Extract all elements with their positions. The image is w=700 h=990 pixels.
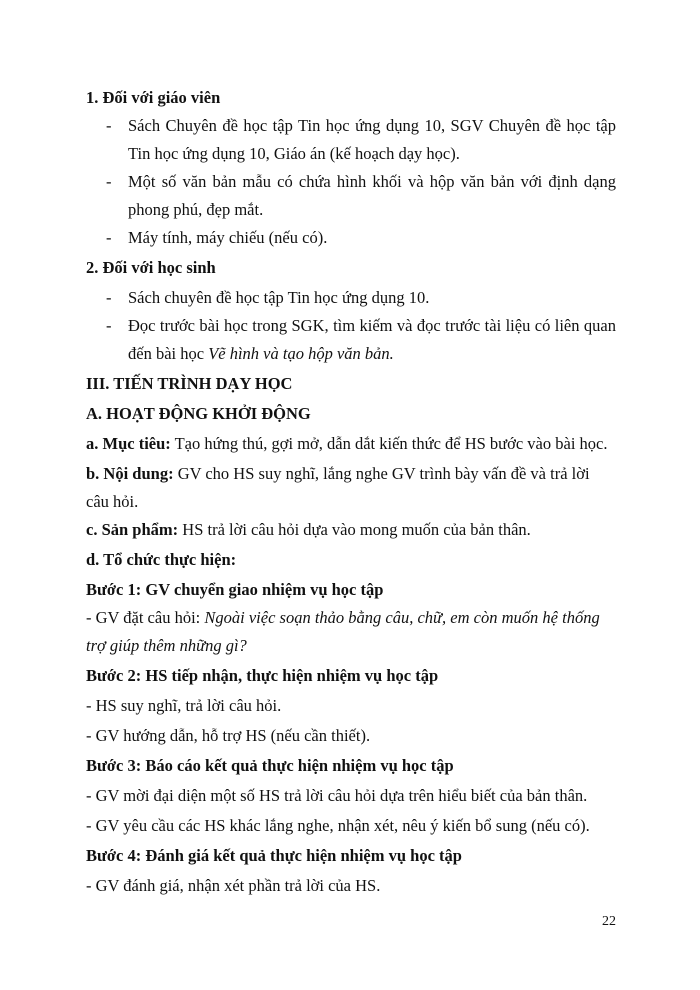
content-line [86, 460, 616, 516]
step2-title: Bước 2: HS tiếp nhận, thực hiện nhiệm vụ học tập [86, 666, 439, 685]
step3-line: - GV yêu cầu các HS khác lắng nghe, nhận xét, nêu ý kiến bổ sung (nếu có). [86, 816, 590, 835]
student-heading: 2. Đối với học sinh [86, 258, 216, 277]
organize-heading: d. Tổ chức thực hiện: [86, 550, 237, 569]
step1-title: Bước 1: GV chuyển giao nhiệm vụ học tập [86, 580, 384, 599]
teacher-item-text: Sách Chuyên đề học tập Tin học ứng dụng 10, SGV Chuyên đề học tập Tin học ứng dụng 10, Giáo án (kế hoạch dạy học). [128, 116, 616, 163]
product-text: HS trả lời câu hỏi dựa vào mong muốn của bản thân. [178, 520, 531, 539]
teacher-item-2 [106, 168, 616, 224]
step1-question: Ngoài việc soạn thảo bằng câu, chữ, em còn muốn hệ thống trợ giúp thêm những gì? [86, 608, 600, 655]
teacher-heading: 1. Đối với giáo viên [86, 88, 221, 107]
bullet-dash: - [106, 172, 112, 191]
step1-line [86, 604, 616, 660]
content-text: GV cho HS suy nghĩ, lắng nghe GV trình bày vấn đề và trả lời câu hỏi. [86, 464, 590, 511]
bullet-dash: - [106, 288, 112, 307]
bullet-dash: - [106, 228, 112, 247]
student-item-2 [106, 312, 616, 368]
step2-line: - HS suy nghĩ, trả lời câu hỏi. [86, 696, 282, 715]
section-heading: III. TIẾN TRÌNH DẠY HỌC [86, 374, 293, 393]
student-item-text [128, 312, 616, 368]
student-item-text: Sách chuyên đề học tập Tin học ứng dụng 10. [128, 288, 430, 307]
teacher-item-3 [106, 224, 616, 252]
objective-label: a. Mục tiêu: [86, 434, 171, 453]
student-item-2-prefix: Đọc trước bài học trong SGK, tìm kiếm và đọc trước tài liệu có liên quan đến bài học [128, 316, 616, 363]
teacher-item-text: Máy tính, máy chiếu (nếu có). [128, 228, 328, 247]
step3-title: Bước 3: Báo cáo kết quả thực hiện nhiệm vụ học tập [86, 756, 454, 775]
lesson-title: Vẽ hình và tạo hộp văn bản. [208, 344, 394, 363]
objective-text: Tạo hứng thú, gợi mở, dẫn dắt kiến thức để HS bước vào bài học. [170, 434, 608, 453]
step2-line: - GV hướng dẫn, hỗ trợ HS (nếu cần thiết). [86, 726, 371, 745]
product-line [86, 516, 616, 544]
activity-heading: A. HOẠT ĐỘNG KHỞI ĐỘNG [86, 404, 311, 423]
teacher-item-text: Một số văn bản mẫu có chứa hình khối và hộp văn bản với định dạng phong phú, đẹp mắt. [128, 172, 616, 219]
content-label: b. Nội dung: [86, 464, 174, 483]
bullet-dash: - [106, 316, 112, 335]
objective-line [86, 430, 616, 458]
page-number: 22 [602, 914, 616, 929]
teacher-item-1 [106, 112, 616, 168]
step3-line: - GV mời đại diện một số HS trả lời câu hỏi dựa trên hiểu biết của bản thân. [86, 786, 588, 805]
step4-title: Bước 4: Đánh giá kết quả thực hiện nhiệm vụ học tập [86, 846, 462, 865]
step4-line: - GV đánh giá, nhận xét phần trả lời của HS. [86, 876, 381, 895]
student-item-1 [106, 284, 616, 312]
bullet-dash: - [106, 116, 112, 135]
step1-prefix: - GV đặt câu hỏi: [86, 608, 205, 627]
product-label: c. Sản phẩm: [86, 520, 179, 539]
